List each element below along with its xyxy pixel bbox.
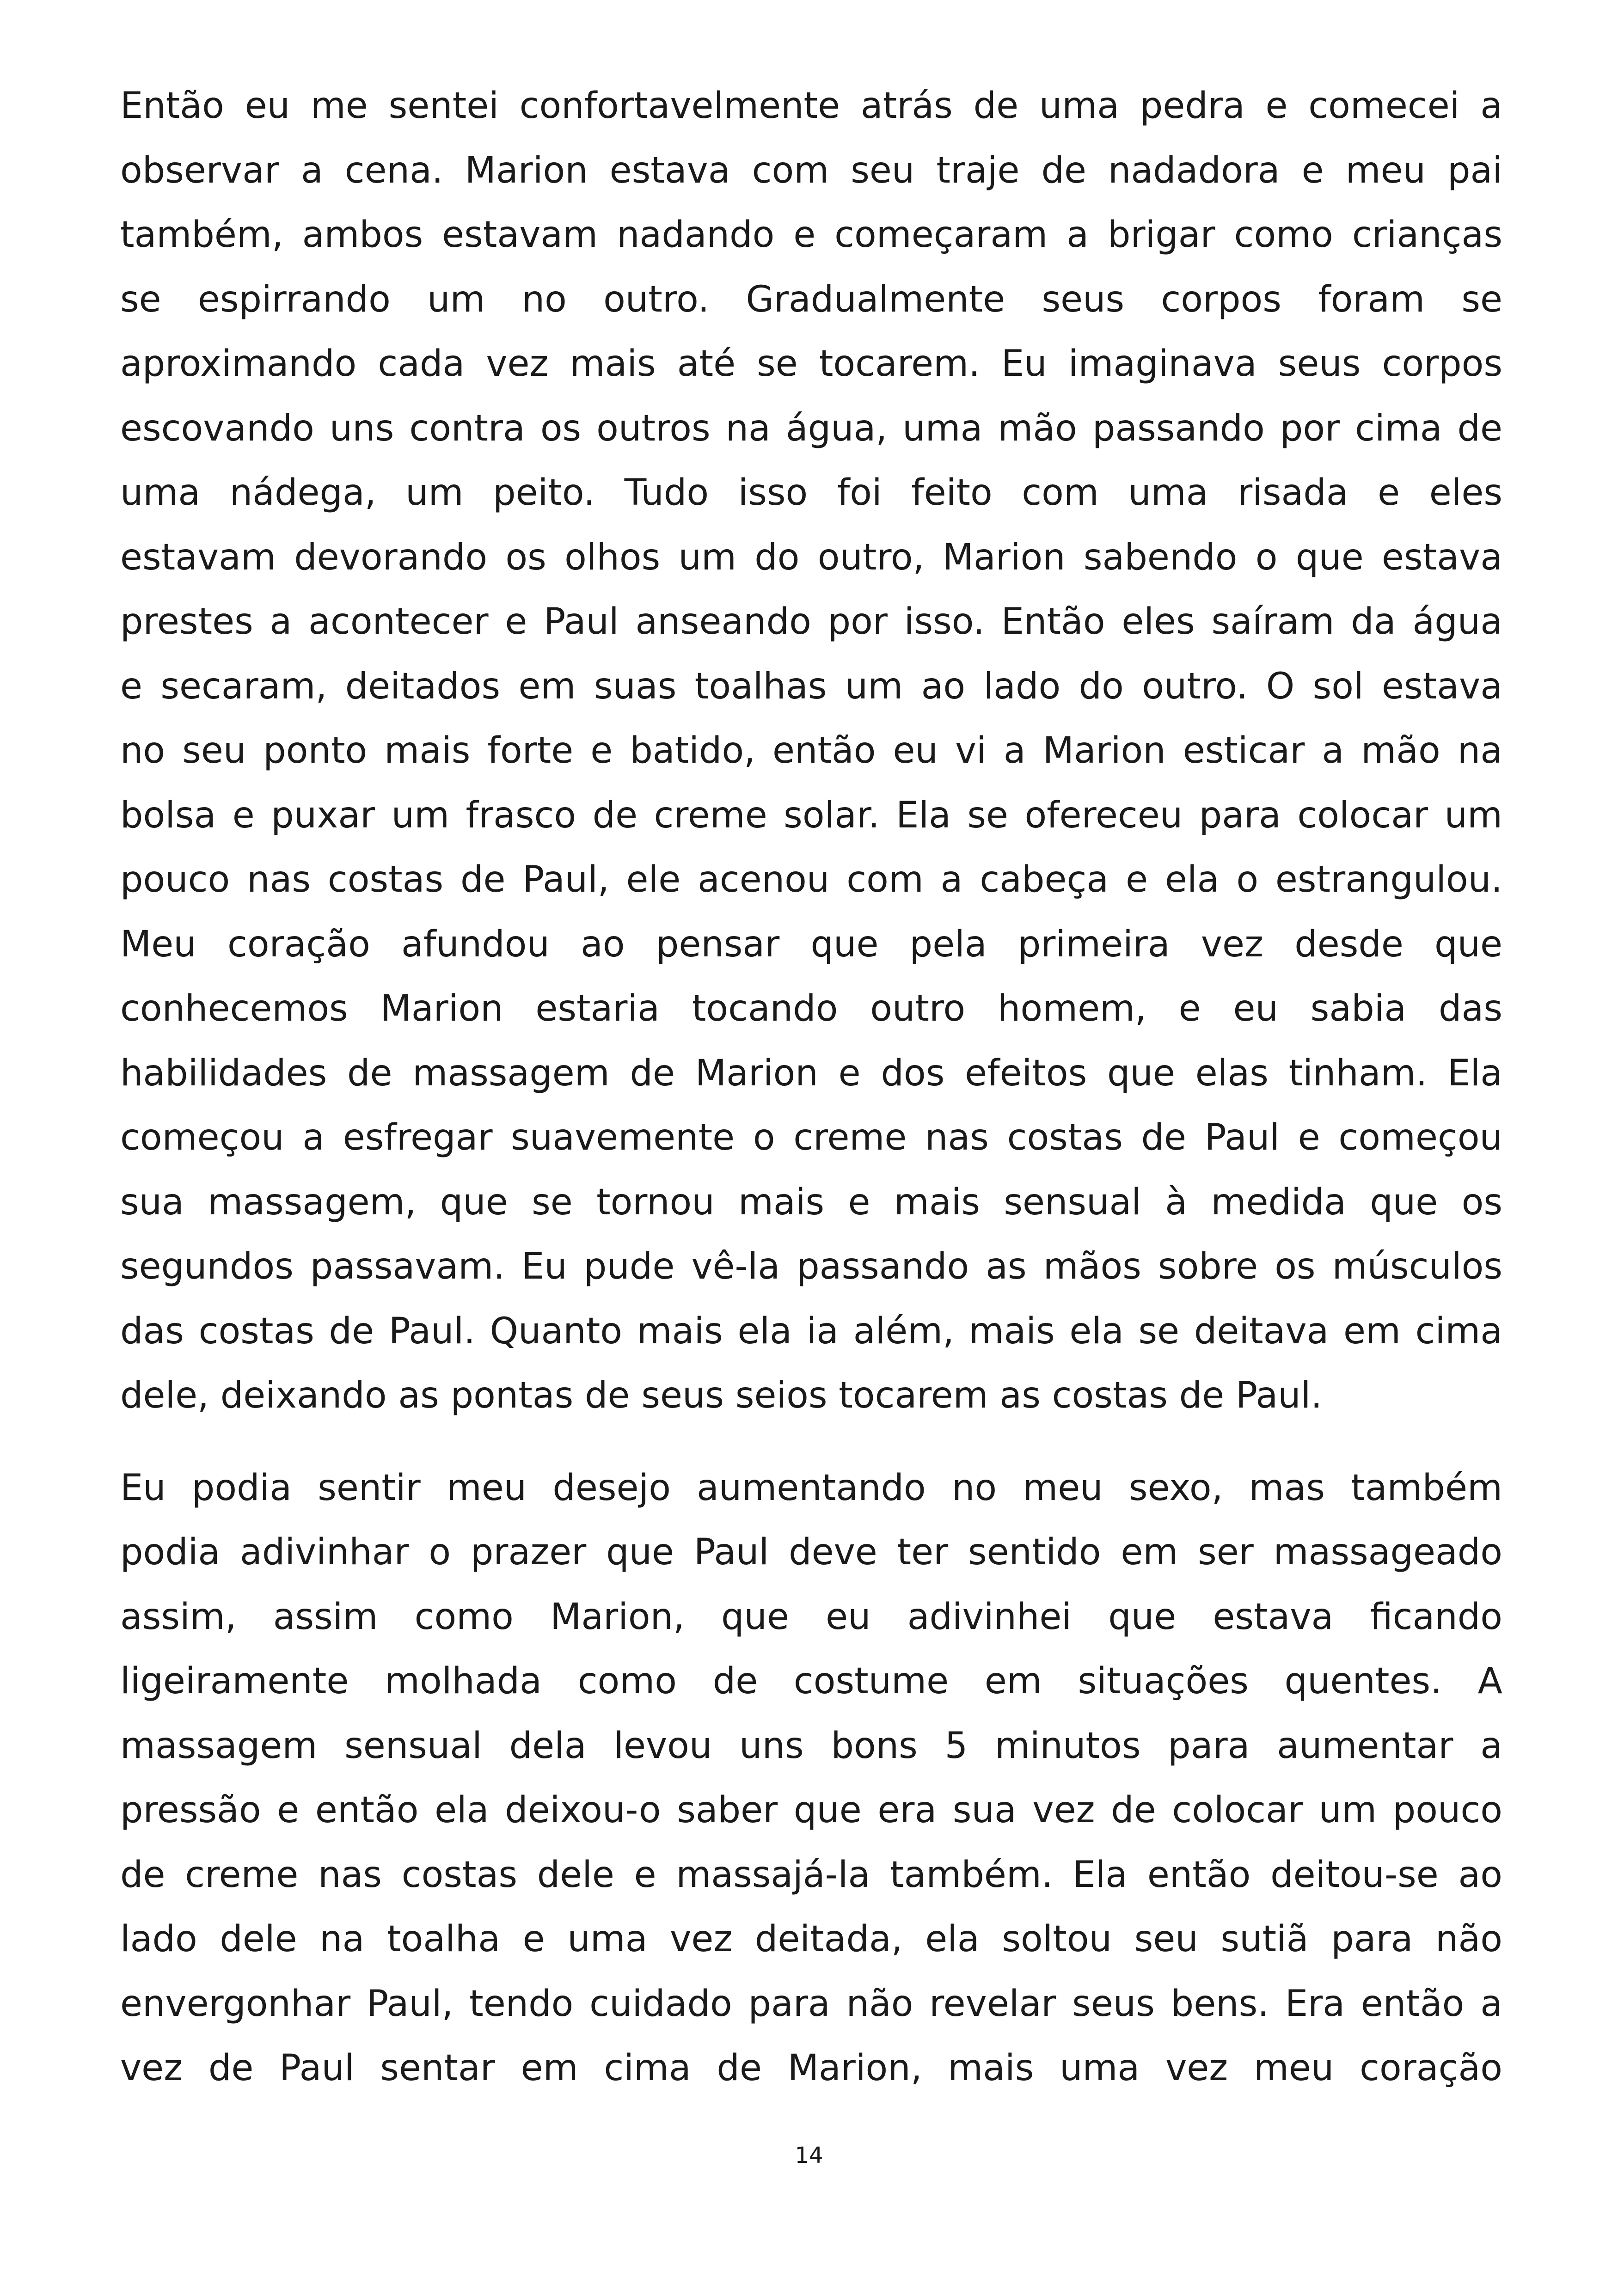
body-text [120,74,1502,2101]
text-line: e secaram, deitados em suas toalhas um ao lado do outro. O sol estava [120,665,1502,707]
text-line: habilidades de massagem de Marion e dos efeitos que elas tinham. Ela [120,1052,1502,1094]
text-line: bolsa e puxar um frasco de creme solar. Ela se ofereceu para colocar um [120,794,1502,836]
page-number: 14 [795,2143,823,2168]
text-line: envergonhar Paul, tendo cuidado para não revelar seus bens. Era então a [120,1983,1502,2025]
text-line: lado dele na toalha e uma vez deitada, ela soltou seu sutiã para não [120,1918,1502,1960]
text-line: uma nádega, um peito. Tudo isso foi feito com uma risada e eles [120,472,1502,514]
text-line: aproximando cada vez mais até se tocarem. Eu imaginava seus corpos [120,343,1502,385]
text-line: escovando uns contra os outros na água, uma mão passando por cima de [120,407,1502,449]
text-line: no seu ponto mais forte e batido, então eu vi a Marion esticar a mão na [120,730,1502,771]
text-line: ligeiramente molhada como de costume em situações quentes. A [120,1660,1502,1702]
paragraph-2 [120,1456,1502,2101]
text-line: dele, deixando as pontas de seus seios tocarem as costas de Paul. [120,1375,1323,1416]
text-line: estavam devorando os olhos um do outro, Marion sabendo o que estava [120,536,1502,578]
text-line: começou a esfregar suavemente o creme nas costas de Paul e começou [120,1117,1502,1158]
text-line: de creme nas costas dele e massajá-la também. Ela então deitou-se ao [120,1854,1502,1896]
text-line: Eu podia sentir meu desejo aumentando no meu sexo, mas também [120,1467,1502,1509]
text-line: sua massagem, que se tornou mais e mais sensual à medida que os [120,1181,1502,1223]
text-line: segundos passavam. Eu pude vê-la passando as mãos sobre os músculos [120,1246,1502,1287]
text-line: prestes a acontecer e Paul anseando por isso. Então eles saíram da água [120,601,1502,643]
text-line: pressão e então ela deixou-o saber que era sua vez de colocar um pouco [120,1789,1502,1831]
text-line: observar a cena. Marion estava com seu traje de nadadora e meu pai [120,149,1502,191]
text-line: massagem sensual dela levou uns bons 5 minutos para aumentar a [120,1725,1502,1767]
text-line: se espirrando um no outro. Gradualmente seus corpos foram se [120,278,1502,320]
paragraph-1 [120,74,1502,1428]
text-line: pouco nas costas de Paul, ele acenou com a cabeça e ela o estrangulou. [120,859,1502,900]
paragraph-spacer [120,1428,1502,1456]
text-line: assim, assim como Marion, que eu adivinhei que estava ficando [120,1596,1502,1638]
text-line: vez de Paul sentar em cima de Marion, mais uma vez meu coração [120,2047,1502,2089]
text-line: Meu coração afundou ao pensar que pela primeira vez desde que [120,923,1502,965]
text-line: Então eu me sentei confortavelmente atrás de uma pedra e comecei a [120,85,1502,127]
text-line: podia adivinhar o prazer que Paul deve ter sentido em ser massageado [120,1531,1502,1573]
text-line: conhecemos Marion estaria tocando outro homem, e eu sabia das [120,988,1502,1029]
text-line: também, ambos estavam nadando e começaram a brigar como crianças [120,214,1502,256]
text-line: das costas de Paul. Quanto mais ela ia além, mais ela se deitava em cima [120,1310,1502,1352]
